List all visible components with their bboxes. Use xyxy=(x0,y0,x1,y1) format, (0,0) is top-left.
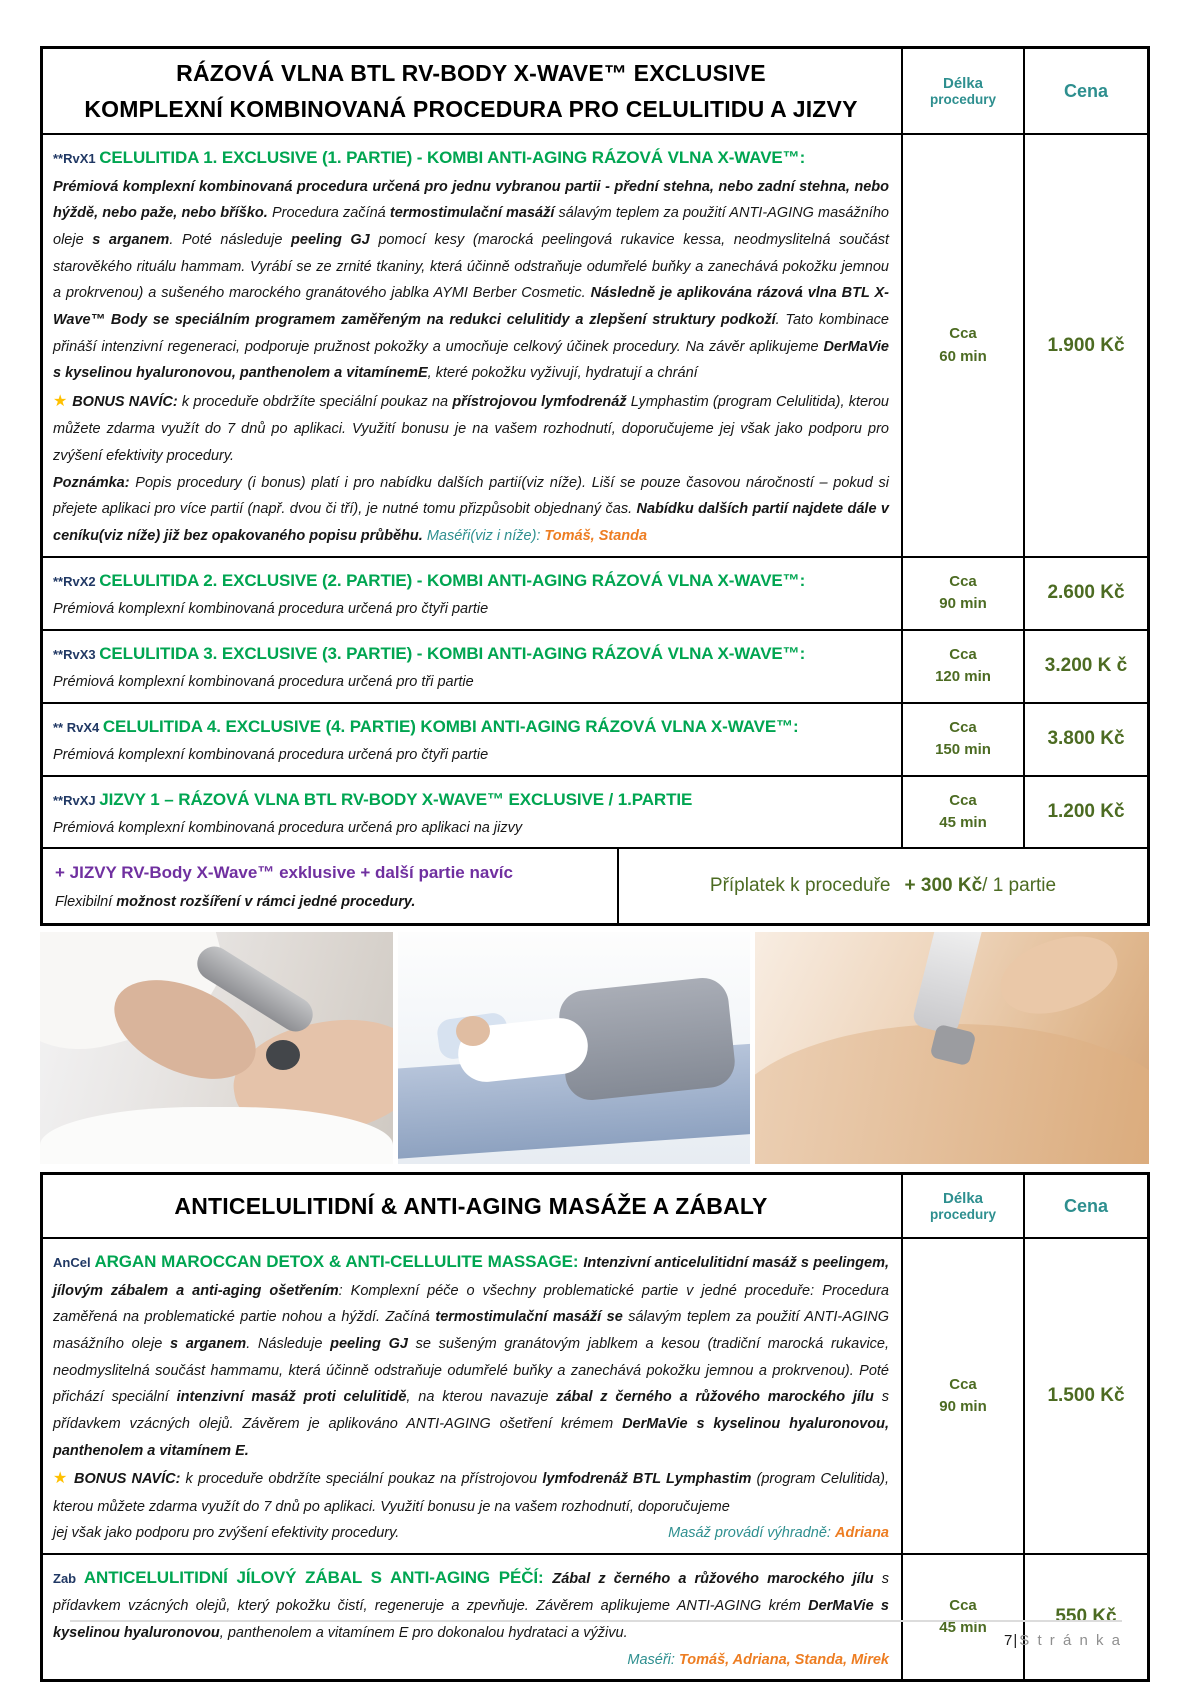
photo-strip xyxy=(40,932,1150,1164)
procedure-ancel-description xyxy=(43,1239,903,1553)
procedure-row-rvxj xyxy=(43,777,1147,850)
surcharge-price-cell: Příplatek k proceduře + 300 Kč / 1 partie xyxy=(709,875,1057,897)
table1-header-row xyxy=(43,49,1147,135)
procedure-rvx4-price: 3.800 Kč xyxy=(1047,728,1125,750)
procedure-rvx2-description: **RvX2 CELULITIDA 2. EXCLUSIVE (2. PARTIE) - KOMBI ANTI-AGING RÁZOVÁ VLNA X-WAVE™: Prémiová komplexní kombinovaná procedura určená pro čtyři partie xyxy=(43,558,903,629)
photo-shape xyxy=(40,1107,393,1164)
table2-price-column-header: Cena xyxy=(1063,1195,1108,1216)
shockwave-applicator-on-leg-photo xyxy=(40,932,393,1164)
procedure-ancel-masseur: Masáž provádí výhradně: Adriana xyxy=(668,1525,889,1542)
table1-price-column-header: Cena xyxy=(1063,80,1108,101)
footer-label: S t r á n k a xyxy=(1019,1632,1122,1649)
procedure-zab-duration: Cca 45 min xyxy=(903,1555,1025,1679)
page-footer xyxy=(70,1620,1122,1649)
procedure-rvx1-price: 1.900 Kč xyxy=(1047,334,1125,356)
procedure-rvx4-description: ** RvX4 CELULITIDA 4. EXCLUSIVE (4. PARTIE) KOMBI ANTI-AGING RÁZOVÁ VLNA X-WAVE™: Prémiová komplexní kombinovaná procedura určená pro čtyři partie xyxy=(43,704,903,775)
pressotherapy-lymphodrainage-photo xyxy=(398,932,750,1164)
procedure-rvx2-duration: Cca 90 min xyxy=(903,558,1025,629)
procedure-ancel-price: 1.500 Kč xyxy=(1047,1385,1125,1407)
procedure-rvxj-duration: Cca 45 min xyxy=(903,777,1025,848)
table1-title xyxy=(43,49,903,133)
procedure-zab-text: Zab ANTICELULITIDNÍ JÍLOVÝ ZÁBAL S ANTI-AGING PÉČÍ: Zábal z černého a růžového marockého jílu s přídavkem vzácných olejů, který pokožku čistí, regeneruje a zpevňuje. Závěrem aplikujeme ANTI-AGING krém DerMaVie s kyselinou hyaluronovou, panthenolem a vitamínem E pro dokonalou hydrataci a výživu. xyxy=(53,1568,889,1642)
procedure-rvxj-description: **RvXJ JIZVY 1 – RÁZOVÁ VLNA BTL RV-BODY X-WAVE™ EXCLUSIVE / 1.PARTIE Prémiová komplexní kombinovaná procedura určená pro aplikaci na jizvy xyxy=(43,777,903,848)
procedure-row-ancel xyxy=(43,1239,1147,1555)
table1-title-line2: KOMPLEXNÍ KOMBINOVANÁ PROCEDURA PRO CELULITIDU A JIZVY xyxy=(84,95,858,122)
surcharge-description: + JIZVY RV-Body X-Wave™ exklusive + další partie navíc Flexibilní možnost rozšíření v rámci jedné procedury. xyxy=(43,849,619,923)
procedure-rvx1-description: **RvX1 CELULITIDA 1. EXCLUSIVE (1. PARTIE) - KOMBI ANTI-AGING RÁZOVÁ VLNA X-WAVE™: Prémiová komplexní kombinovaná procedura určená pro jednu vybranou partii - přední stehna, nebo zadní stehna, nebo hýždě, nebo paže, nebo bříško. Procedura začíná termostimulační masáží sálavým teplem za použití ANTI-AGING masážního oleje s arganem. Poté následuje peeling GJ pomocí kesy (marocká peelingová rukavice kessa, neodmyslitelná součást starověkého rituálu hammam. Vyrábí se ze zrnité tkaniny, která účinně odstraňuje odumřelé buňky a zanechává pokožku jemnou a prokrvenou) a sušeného marockého granátového jablka AYMI Berber Cosmetic. Následně je aplikována rázová vlna BTL X-Wave™ Body se speciálním programem zaměřeným na redukci celulitidy a zlepšení struktury podkoží. Tato kombinace přináší intenzivní regeneraci, podporuje pružnost pokožky a umocňuje celkový účinek procedury. Na závěr aplikujeme DerMaVie s kyselinou hyaluronovou, panthenolem a vitamínemE, které pokožku vyživují, hydratují a chrání ★ BONUS NAVÍC: k proceduře obdržíte speciální poukaz na přístrojovou lymfodrenáž Lymphastim (program Celulitida), kterou můžete zdarma využít do 7 dnů po aplikaci. Využití bonusu je na vašem rozhodnutí, doporučujeme jej však jako podporu pro zvýšení efektivity procedury. Poznámka: Popis procedury (i bonus) platí i pro nabídku dalších partií(viz níže). Liší se pouze časovou náročností – pokud si přejete aplikaci pro více partií (např. dvou či tří), je nutné tomu přizpůsobit objednaný čas. Nabídku dalších partií najdete dále v ceníku(viz níže) již bez opakovaného popisu průběhu. Maséři(viz i níže): Tomáš, Standa xyxy=(43,135,903,555)
shockwave-massage-on-back-photo xyxy=(755,932,1149,1164)
procedure-rvxj-price: 1.200 Kč xyxy=(1047,801,1125,822)
table1-duration-column-header: Délka procedury xyxy=(903,49,1025,133)
surcharge-row xyxy=(43,849,1147,923)
photo-shape xyxy=(991,932,1127,1027)
procedure-ancel-last-line xyxy=(53,1520,889,1547)
table1-title-line1: RÁZOVÁ VLNA BTL RV-BODY X-WAVE™ EXCLUSIVE xyxy=(176,60,766,86)
procedure-zab-masseur: Maséři: Tomáš, Adriana, Standa, Mirek xyxy=(627,1651,889,1668)
table2-header-row xyxy=(43,1175,1147,1239)
procedure-rvx3-description: **RvX3 CELULITIDA 3. EXCLUSIVE (3. PARTIE) - KOMBI ANTI-AGING RÁZOVÁ VLNA X-WAVE™: Prémiová komplexní kombinovaná procedura určená pro tři partie xyxy=(43,631,903,702)
procedure-rvx1-duration: Cca 60 min xyxy=(903,135,1025,555)
table2-duration-column-header: Délka procedury xyxy=(903,1175,1025,1237)
procedure-zab-price: 550 Kč xyxy=(1055,1606,1117,1628)
procedure-ancel-duration: Cca 90 min xyxy=(903,1239,1025,1553)
procedure-ancel-text-end: jej však jako podporu pro zvýšení efektivity procedury. xyxy=(53,1525,400,1542)
anticellulite-massages-table xyxy=(40,1172,1150,1682)
procedure-row-rvx1 xyxy=(43,135,1147,557)
procedure-ancel-text: AnCel ARGAN MAROCCAN DETOX & ANTI-CELLULITE MASSAGE: Intenzivní anticelulitidní masáž s peelingem, jílovým zábalem a anti-aging ošetřením: Komplexní péče o všechny problematické partie v jedné proceduře: Procedura zaměřená na problematické partie nohou a hýždí. Začíná termostimulační masáží se sálavým teplem za použití ANTI-AGING masážního oleje s arganem. Následuje peeling GJ se sušeným granátovým jablkem a kesou (tradiční marocká rukavice, neodmyslitelná součást hammamu, která účinně odstraňuje odumřelé buňky a zanechává pokožku jemnou a prokrvenou). Poté přichází speciální intenzivní masáž proti celulitidě, na kterou navazuje zábal z černého a růžového marockého jílu s přídavkem vzácných olejů. Závěrem je aplikováno ANTI-AGING ošetření krémem DerMaVie s kyselinou hyaluronovou, panthenolem a vitamínem E. ★ BONUS NAVÍC: k proceduře obdržíte speciální poukaz na přístrojovou lymfodrenáž BTL Lymphastim (program Celulitida), kterou můžete zdarma využít do 7 dnů po aplikaci. Využití bonusu je na vašem rozhodnutí, doporučujeme xyxy=(53,1252,890,1515)
page-content xyxy=(40,46,1150,1682)
procedure-rvx4-duration: Cca 150 min xyxy=(903,704,1025,775)
footer-separator: | xyxy=(1013,1632,1018,1649)
table2-title: ANTICELULITIDNÍ & ANTI-AGING MASÁŽE A ZÁBALY xyxy=(43,1175,903,1237)
procedure-rvx3-price: 3.200 K č xyxy=(1044,655,1128,677)
page-number: 7 xyxy=(1004,1632,1013,1649)
shockwave-procedures-table xyxy=(40,46,1150,926)
procedure-row-rvx4 xyxy=(43,704,1147,777)
procedure-row-zab xyxy=(43,1555,1147,1679)
procedure-rvx3-duration: Cca 120 min xyxy=(903,631,1025,702)
procedure-row-rvx3 xyxy=(43,631,1147,704)
procedure-zab-description xyxy=(43,1555,903,1679)
procedure-rvx2-price: 2.600 Kč xyxy=(1047,582,1125,604)
photo-shape xyxy=(911,932,985,1036)
procedure-row-rvx2 xyxy=(43,558,1147,631)
